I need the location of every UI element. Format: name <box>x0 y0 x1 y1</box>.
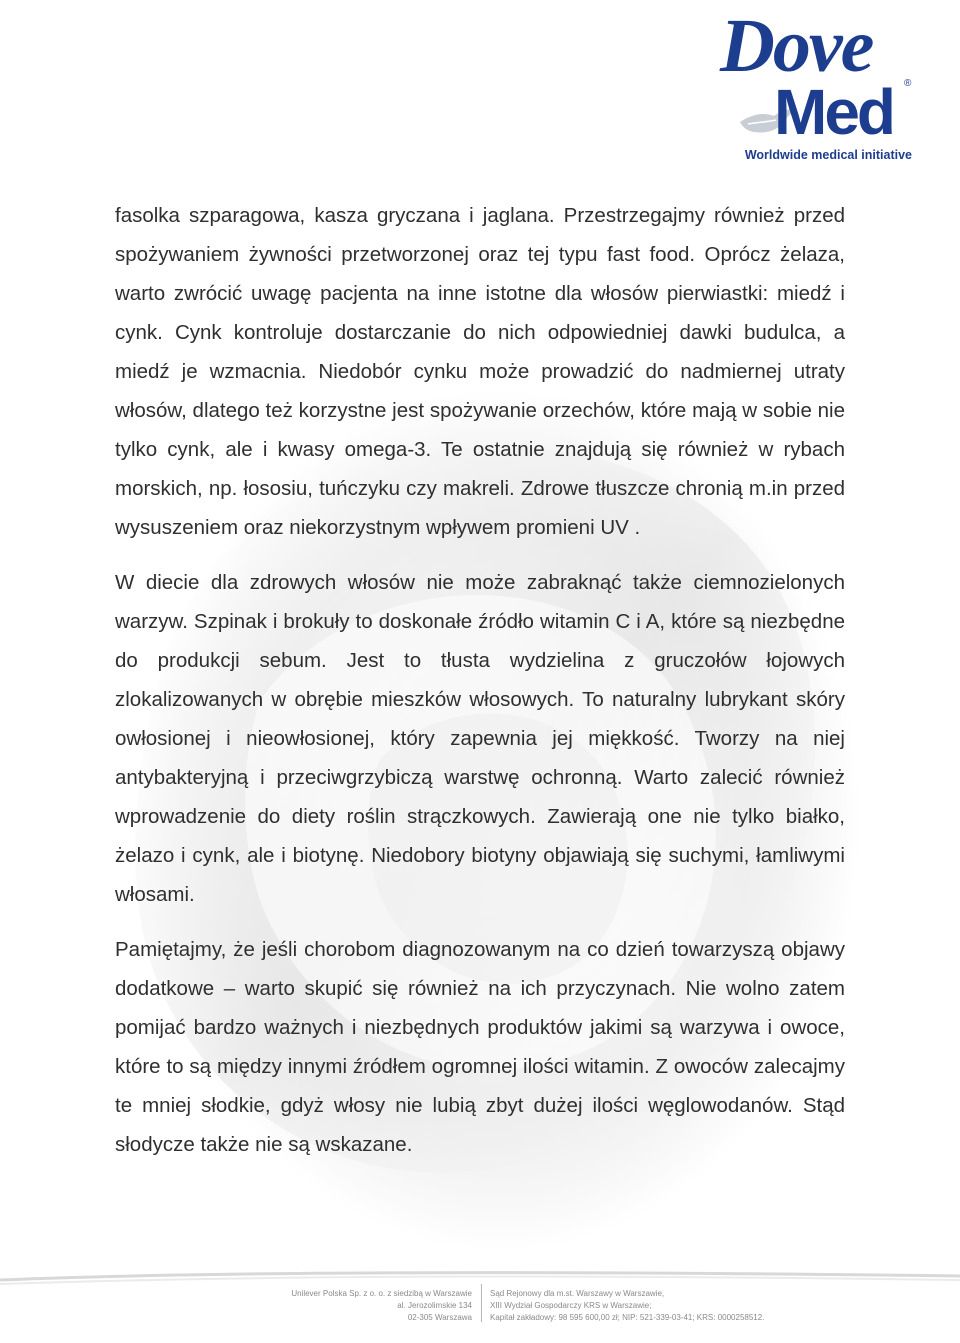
logo-tagline: Worldwide medical initiative <box>744 148 912 162</box>
footer-divider <box>481 1284 482 1322</box>
footer-company-address <box>250 1288 472 1324</box>
paragraph: W diecie dla zdrowych włosów nie może zabraknąć także ciemnozielonych warzyw. Szpinak i brokuły to doskonałe źródło witamin C i A, które są niezbędne do produkcji sebum. Jest to tłusta wydzielina z gruczołów łojowych zlokalizowanych w obrębie mieszków włosowych. To naturalny lubrykant skóry owłosionej i nieowłosionej, który zapewnia jej miękkość. Tworzy na niej antybakteryjną i przeciwgrzybiczą warstwę ochronną. Warto zalecić również wprowadzenie do diety roślin strączkowych. Zawierają one nie tylko białko, żelazo i cynk, ale i biotynę. Niedobory biotyny objawiają się suchymi, łamliwymi włosami. <box>115 571 845 906</box>
dovemed-logo <box>720 4 920 168</box>
logo-wordmark-med: Med <box>774 76 893 148</box>
registered-mark: ® <box>904 78 912 89</box>
footer-line: Sąd Rejonowy dla m.st. Warszawy w Warszawie, <box>490 1289 665 1298</box>
paragraph: Pamiętajmy, że jeśli chorobom diagnozowanym na co dzień towarzyszą objawy dodatkowe – warto skupić się również na ich przyczynach. Nie wolno zatem pomijać bardzo ważnych i niezbędnych produktów jakimi są warzywa i owoce, które to są między innymi źródłem ogromnej ilości witamin. Z owoców zalecajmy te mniej słodkie, gdyż włosy nie lubią zbyt dużej ilości węglowodanów. Stąd słodycze także nie są wskazane. <box>115 938 845 1156</box>
footer-line: al. Jerozolimskie 134 <box>397 1301 472 1310</box>
paragraph: fasolka szparagowa, kasza gryczana i jaglana. Przestrzegajmy również przed spożywaniem żywności przetworzonej oraz tej typu fast food. Oprócz żelaza, warto zwrócić uwagę pacjenta na inne istotne dla włosów pierwiastki: miedź i cynk. Cynk kontroluje dostarczanie do nich odpowiedniej dawki budulca, a miedź je wzmacnia. Niedobór cynku może prowadzić do nadmiernej utraty włosów, dlatego też korzystne jest spożywanie orzechów, które mają w sobie nie tylko cynk, ale i kwasy omega-3. Te ostatnie znajdują się również w rybach morskich, np. łososiu, tuńczyku czy makreli. Zdrowe tłuszcze chronią m.in przed wysuszeniem oraz niekorzystnym wpływem promieni UV . <box>115 204 845 539</box>
footer-line: Kapitał zakładowy: 98 595 600,00 zł; NIP: 521-339-03-41; KRS: 0000258512. <box>490 1313 765 1322</box>
footer-line: 02-305 Warszawa <box>407 1313 472 1322</box>
footer-line: Unilever Polska Sp. z o. o. z siedzibą w Warszawie <box>291 1289 472 1298</box>
page-footer <box>250 1288 950 1328</box>
article-body <box>115 196 845 1164</box>
footer-line: XIII Wydział Gospodarczy KRS w Warszawie; <box>490 1301 652 1310</box>
logo-wordmark-dove: Dove <box>720 4 873 88</box>
footer-registration-info <box>490 1288 950 1324</box>
